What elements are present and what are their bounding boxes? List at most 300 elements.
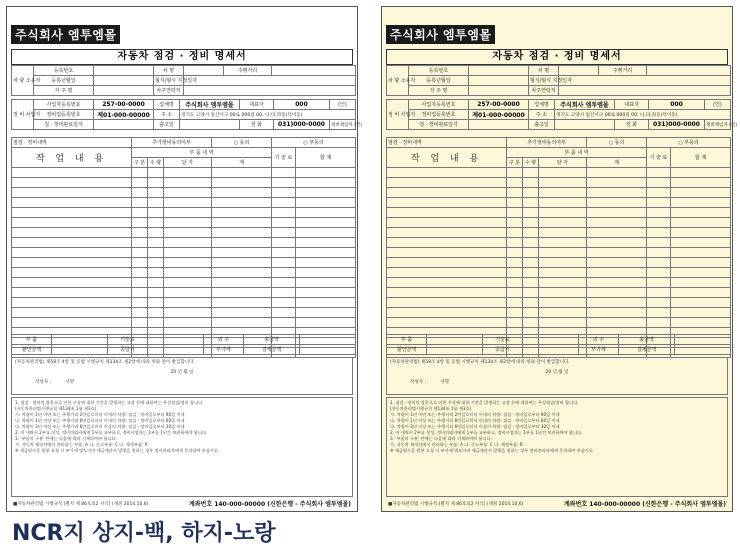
work-cell[interactable] <box>647 258 671 268</box>
work-cell[interactable] <box>296 198 356 208</box>
work-cell[interactable] <box>539 228 587 238</box>
work-cell[interactable] <box>647 288 671 298</box>
work-cell[interactable] <box>132 318 148 328</box>
work-cell[interactable] <box>212 308 272 318</box>
work-cell[interactable] <box>296 318 356 328</box>
work-cell[interactable] <box>387 178 507 188</box>
work-cell[interactable] <box>212 228 272 238</box>
reg-no-value[interactable] <box>94 66 154 76</box>
vat-value[interactable] <box>148 345 204 355</box>
work-cell[interactable] <box>587 258 647 268</box>
work-cell[interactable] <box>523 198 539 208</box>
work-cell[interactable] <box>164 298 212 308</box>
work-cell[interactable] <box>523 238 539 248</box>
work-cell[interactable] <box>148 268 164 278</box>
ceo-label: 대표자 <box>615 100 649 110</box>
work-cell[interactable] <box>212 278 272 288</box>
work-cell[interactable] <box>296 208 356 218</box>
work-cell[interactable] <box>272 168 296 178</box>
work-cell[interactable] <box>12 218 132 228</box>
inspect-date-value[interactable] <box>94 120 154 130</box>
work-cell[interactable] <box>539 318 587 328</box>
work-cell[interactable] <box>212 318 272 328</box>
footer-account: 계좌번호 140-000-00000 (신한은행 - 주식회사 엠투엠몰) <box>188 501 351 508</box>
work-cell[interactable] <box>587 208 647 218</box>
work-cell[interactable] <box>272 258 296 268</box>
work-cell[interactable] <box>523 188 539 198</box>
work-cell[interactable] <box>507 298 523 308</box>
work-cell[interactable] <box>587 288 647 298</box>
work-cell[interactable] <box>12 288 132 298</box>
footer-account: 계좌번호 140-000-00000 (신한은행 - 주식회사 엠투엠몰) <box>563 501 726 508</box>
work-cell[interactable] <box>212 188 272 198</box>
parts-total-value[interactable] <box>52 335 108 345</box>
work-cell[interactable] <box>507 238 523 248</box>
work-cell[interactable] <box>523 318 539 328</box>
work-cell[interactable] <box>212 258 272 268</box>
work-cell[interactable] <box>523 248 539 258</box>
vehicle-name-label: 차 명 <box>529 66 559 76</box>
work-cell[interactable] <box>539 178 587 188</box>
work-cell[interactable] <box>671 318 731 328</box>
work-row <box>12 258 356 268</box>
qty-header: 수 량 <box>148 158 164 168</box>
work-cell[interactable] <box>296 178 356 188</box>
owner-id-value[interactable] <box>184 86 356 96</box>
work-cell[interactable] <box>272 268 296 278</box>
work-cell[interactable] <box>132 218 148 228</box>
work-cell[interactable] <box>671 228 731 238</box>
vat-value[interactable] <box>523 345 579 355</box>
reg-no-label: 등록번호 <box>409 66 469 76</box>
work-cell[interactable] <box>539 198 587 208</box>
phone-label: 전 화 <box>615 120 649 130</box>
work-cell[interactable] <box>671 278 731 288</box>
work-cell[interactable] <box>296 168 356 178</box>
work-cell[interactable] <box>587 178 647 188</box>
work-cell[interactable] <box>148 188 164 198</box>
work-cell[interactable] <box>387 198 507 208</box>
work-cell[interactable] <box>132 308 148 318</box>
work-cell[interactable] <box>387 228 507 238</box>
work-cell[interactable] <box>523 288 539 298</box>
first-reg-label: 등록년월일 <box>34 76 94 86</box>
note-line: 나. 차령이 1년 이상 또는 주행거리 6만킬로미터 이내의 차량: 점검 · 정비일로부터 60일 이내 <box>15 418 185 423</box>
work-cell[interactable] <box>132 198 148 208</box>
work-cell[interactable] <box>272 198 296 208</box>
work-cell[interactable] <box>539 308 587 318</box>
work-cell[interactable] <box>387 308 507 318</box>
work-cell[interactable] <box>387 288 507 298</box>
work-cell[interactable] <box>148 278 164 288</box>
note-line: ※ 세금영수증 원본 요청 시 부가세 별도이며 세금계산서 발행을 원하는 경우 정비관리자에게 문의하여 주십시오. <box>390 448 595 453</box>
work-cell[interactable] <box>587 168 647 178</box>
work-cell[interactable] <box>272 178 296 188</box>
work-cell[interactable] <box>272 278 296 288</box>
work-cell[interactable] <box>12 268 132 278</box>
work-cell[interactable] <box>671 188 731 198</box>
work-cell[interactable] <box>164 278 212 288</box>
work-cell[interactable] <box>12 238 132 248</box>
first-reg-value[interactable] <box>469 76 529 86</box>
work-cell[interactable] <box>272 238 296 248</box>
work-cell[interactable] <box>296 218 356 228</box>
work-cell[interactable] <box>671 238 731 248</box>
first-reg-value[interactable] <box>94 76 154 86</box>
work-cell[interactable] <box>539 248 587 258</box>
labor-total-value[interactable] <box>523 335 579 345</box>
work-cell[interactable] <box>387 238 507 248</box>
work-cell[interactable] <box>507 198 523 208</box>
work-cell[interactable] <box>507 288 523 298</box>
work-cell[interactable] <box>587 248 647 258</box>
work-cell[interactable] <box>132 238 148 248</box>
work-cell[interactable] <box>272 288 296 298</box>
work-cell[interactable] <box>12 308 132 318</box>
work-cell[interactable] <box>132 208 148 218</box>
work-cell[interactable] <box>164 208 212 218</box>
work-cell[interactable] <box>507 208 523 218</box>
work-cell[interactable] <box>132 288 148 298</box>
work-cell[interactable] <box>587 238 647 248</box>
work-cell[interactable] <box>12 228 132 238</box>
work-cell[interactable] <box>212 168 272 178</box>
work-cell[interactable] <box>164 268 212 278</box>
work-cell[interactable] <box>671 218 731 228</box>
work-cell[interactable] <box>296 258 356 268</box>
biz-reg-value: 257-00-0000 <box>94 100 154 110</box>
work-cell[interactable] <box>647 228 671 238</box>
work-cell[interactable] <box>132 268 148 278</box>
work-cell[interactable] <box>387 218 507 228</box>
work-cell[interactable] <box>587 308 647 318</box>
work-cell[interactable] <box>132 278 148 288</box>
work-cell[interactable] <box>539 168 587 178</box>
work-cell[interactable] <box>387 268 507 278</box>
release-date-label: 출고일 <box>154 120 180 130</box>
work-cell[interactable] <box>132 258 148 268</box>
work-cell[interactable] <box>296 248 356 258</box>
disagree-option[interactable]: ○ 부동의 <box>647 138 731 148</box>
work-cell[interactable] <box>132 188 148 198</box>
note-line: 가. 자동차 제작사에서 관리하는 부품: A 나. 중고부품: C 다. 재생부품: R <box>390 442 523 447</box>
work-cell[interactable] <box>132 298 148 308</box>
inspect-date-label: 검 · 정비완료일자 <box>34 120 94 130</box>
work-cell[interactable] <box>164 188 212 198</box>
work-cell[interactable] <box>671 308 731 318</box>
work-cell[interactable] <box>387 258 507 268</box>
work-cell[interactable] <box>671 298 731 308</box>
inspect-date-label: 검 · 정비완료일자 <box>409 120 469 130</box>
work-row <box>387 238 731 248</box>
work-cell[interactable] <box>272 218 296 228</box>
work-cell[interactable] <box>272 228 296 238</box>
work-cell[interactable] <box>164 178 212 188</box>
work-cell[interactable] <box>647 198 671 208</box>
total-value[interactable] <box>300 335 356 345</box>
work-cell[interactable] <box>132 248 148 258</box>
work-cell[interactable] <box>539 258 587 268</box>
work-cell[interactable] <box>647 308 671 318</box>
work-cell[interactable] <box>272 188 296 198</box>
inspect-label: 점검 · 정비내역 <box>387 138 507 148</box>
work-cell[interactable] <box>12 198 132 208</box>
parts-total-value[interactable] <box>427 335 483 345</box>
work-cell[interactable] <box>164 168 212 178</box>
work-cell[interactable] <box>647 268 671 278</box>
work-cell[interactable] <box>523 208 539 218</box>
work-cell[interactable] <box>296 288 356 298</box>
vehicle-name-value[interactable] <box>559 66 599 76</box>
vehicle-name-label: 차 명 <box>154 66 184 76</box>
work-cell[interactable] <box>587 188 647 198</box>
form-top-copy-white <box>6 6 363 512</box>
work-cell[interactable] <box>507 248 523 258</box>
work-cell[interactable] <box>387 278 507 288</box>
work-cell[interactable] <box>148 298 164 308</box>
work-cell[interactable] <box>507 188 523 198</box>
work-cell[interactable] <box>296 268 356 278</box>
work-cell[interactable] <box>272 248 296 258</box>
work-cell[interactable] <box>523 218 539 228</box>
work-cell[interactable] <box>296 278 356 288</box>
work-cell[interactable] <box>507 308 523 318</box>
work-cell[interactable] <box>647 208 671 218</box>
seal-2: 정비책임자 (인) <box>330 120 356 130</box>
work-cell[interactable] <box>12 258 132 268</box>
work-cell[interactable] <box>12 188 132 198</box>
work-cell[interactable] <box>212 208 272 218</box>
work-cell[interactable] <box>507 218 523 228</box>
work-cell[interactable] <box>296 298 356 308</box>
shop-table <box>386 99 738 130</box>
owner-value[interactable] <box>94 86 154 96</box>
work-cell[interactable] <box>164 288 212 298</box>
work-cell[interactable] <box>148 258 164 268</box>
work-cell[interactable] <box>212 288 272 298</box>
notice-text: (자동차관리법) 제58조 4항 및 동법 시행규칙 제134조 제2항에 따라 위와 같이 발급합니다. <box>15 360 195 365</box>
work-cell[interactable] <box>647 278 671 288</box>
work-cell[interactable] <box>647 218 671 228</box>
work-cell[interactable] <box>272 318 296 328</box>
work-cell[interactable] <box>507 268 523 278</box>
work-cell[interactable] <box>523 228 539 238</box>
work-cell[interactable] <box>523 298 539 308</box>
work-cell[interactable] <box>671 248 731 258</box>
reg-no-value[interactable] <box>469 66 529 76</box>
agree-option[interactable]: ○ 동의 <box>212 138 272 148</box>
phone-label: 전 화 <box>240 120 274 130</box>
work-cell[interactable] <box>212 218 272 228</box>
total-header: 합 계 <box>671 148 731 168</box>
work-cell[interactable] <box>296 228 356 238</box>
vehicle-name-value[interactable] <box>184 66 224 76</box>
owner-id-value[interactable] <box>559 86 731 96</box>
inspect-date-value[interactable] <box>469 120 529 130</box>
owner-table <box>11 65 356 96</box>
work-cell[interactable] <box>539 288 587 298</box>
work-cell[interactable] <box>539 208 587 218</box>
work-cell[interactable] <box>12 298 132 308</box>
work-cell[interactable] <box>671 208 731 218</box>
release-date-value[interactable] <box>555 120 615 130</box>
company-tag: 주식회사 엠투엠몰 <box>11 25 120 44</box>
work-row <box>387 288 731 298</box>
work-cell[interactable] <box>387 318 507 328</box>
release-date-label: 출고일 <box>529 120 555 130</box>
work-cell[interactable] <box>212 178 272 188</box>
note-line: (자동차관리법시행규칙 제134조 1항 제3호) <box>390 406 472 411</box>
work-cell[interactable] <box>212 198 272 208</box>
work-cell[interactable] <box>539 238 587 248</box>
total-value[interactable] <box>675 335 731 345</box>
work-cell[interactable] <box>647 298 671 308</box>
work-cell[interactable] <box>539 188 587 198</box>
work-cell[interactable] <box>647 318 671 328</box>
work-cell[interactable] <box>296 308 356 318</box>
work-cell[interactable] <box>212 268 272 278</box>
work-cell[interactable] <box>164 308 212 318</box>
work-cell[interactable] <box>523 258 539 268</box>
work-cell[interactable] <box>296 188 356 198</box>
mileage-value[interactable] <box>272 66 356 76</box>
release-date-value[interactable] <box>180 120 240 130</box>
work-cell[interactable] <box>587 318 647 328</box>
work-cell[interactable] <box>387 188 507 198</box>
work-cell[interactable] <box>387 298 507 308</box>
work-cell[interactable] <box>647 238 671 248</box>
phone-value: 031)000-0000 <box>649 120 705 130</box>
agree-option[interactable]: ○ 동의 <box>587 138 647 148</box>
work-cell[interactable] <box>647 178 671 188</box>
work-cell[interactable] <box>148 208 164 218</box>
issue-notice <box>11 357 353 395</box>
work-cell[interactable] <box>671 178 731 188</box>
work-cell[interactable] <box>587 278 647 288</box>
final-value[interactable] <box>675 345 731 355</box>
work-cell[interactable] <box>296 238 356 248</box>
work-cell[interactable] <box>148 228 164 238</box>
work-cell[interactable] <box>523 308 539 318</box>
work-cell[interactable] <box>12 168 132 178</box>
work-cell[interactable] <box>387 208 507 218</box>
work-cell[interactable] <box>647 168 671 178</box>
work-cell[interactable] <box>539 218 587 228</box>
disagree-option[interactable]: ○ 부동의 <box>272 138 356 148</box>
work-cell[interactable] <box>671 198 731 208</box>
work-cell[interactable] <box>523 178 539 188</box>
mileage-value[interactable] <box>647 66 731 76</box>
totals-table <box>386 334 731 355</box>
work-cell[interactable] <box>507 228 523 238</box>
work-cell[interactable] <box>132 168 148 178</box>
model-year-value[interactable] <box>559 76 731 86</box>
work-cell[interactable] <box>387 248 507 258</box>
labor-total-label: 기술료 <box>108 335 148 345</box>
work-cell[interactable] <box>212 248 272 258</box>
model-year-value[interactable] <box>184 76 356 86</box>
work-cell[interactable] <box>164 318 212 328</box>
work-cell[interactable] <box>148 198 164 208</box>
discount-value[interactable] <box>427 345 483 355</box>
work-cell[interactable] <box>132 228 148 238</box>
work-cell[interactable] <box>587 268 647 278</box>
work-cell[interactable] <box>671 268 731 278</box>
work-cell[interactable] <box>164 228 212 238</box>
work-cell[interactable] <box>587 218 647 228</box>
work-cell[interactable] <box>671 288 731 298</box>
writer-line: 작성자 : 서명 <box>410 380 450 385</box>
work-cell[interactable] <box>148 288 164 298</box>
work-cell[interactable] <box>587 198 647 208</box>
work-cell[interactable] <box>164 198 212 208</box>
work-cell[interactable] <box>539 278 587 288</box>
work-cell[interactable] <box>539 298 587 308</box>
work-cell[interactable] <box>12 208 132 218</box>
work-cell[interactable] <box>587 228 647 238</box>
work-cell[interactable] <box>523 278 539 288</box>
vat-label: 공급가 <box>108 345 148 355</box>
work-cell[interactable] <box>507 178 523 188</box>
work-cell[interactable] <box>647 188 671 198</box>
work-cell[interactable] <box>523 168 539 178</box>
work-cell[interactable] <box>148 248 164 258</box>
work-cell[interactable] <box>132 178 148 188</box>
work-cell[interactable] <box>671 258 731 268</box>
mileage-label: 주행거리 <box>599 66 647 76</box>
work-cell[interactable] <box>507 258 523 268</box>
work-cell[interactable] <box>12 318 132 328</box>
work-cell[interactable] <box>539 268 587 278</box>
work-cell[interactable] <box>272 298 296 308</box>
work-cell[interactable] <box>164 238 212 248</box>
work-cell[interactable] <box>148 318 164 328</box>
labor-total-value[interactable] <box>148 335 204 345</box>
work-cell[interactable] <box>272 208 296 218</box>
owner-value[interactable] <box>469 86 529 96</box>
work-cell[interactable] <box>12 178 132 188</box>
work-cell[interactable] <box>12 278 132 288</box>
work-cell[interactable] <box>523 268 539 278</box>
work-cell[interactable] <box>507 168 523 178</box>
work-row <box>387 178 731 188</box>
work-cell[interactable] <box>148 218 164 228</box>
work-row <box>387 278 731 288</box>
work-cell[interactable] <box>671 168 731 178</box>
work-cell[interactable] <box>148 308 164 318</box>
discount-value[interactable] <box>52 345 108 355</box>
work-cell[interactable] <box>272 308 296 318</box>
work-cell[interactable] <box>164 258 212 268</box>
work-cell[interactable] <box>164 248 212 258</box>
work-cell[interactable] <box>387 168 507 178</box>
work-cell[interactable] <box>148 178 164 188</box>
note-line: ※ 세금영수증 원본 요청 시 부가세 별도이며 세금계산서 발행을 원하는 경우 정비관리자에게 문의하여 주십시오. <box>15 448 220 453</box>
work-cell[interactable] <box>507 278 523 288</box>
work-cell[interactable] <box>647 248 671 258</box>
work-cell[interactable] <box>212 298 272 308</box>
final-value[interactable] <box>300 345 356 355</box>
work-cell[interactable] <box>164 218 212 228</box>
work-cell[interactable] <box>587 298 647 308</box>
seal-2: 정비책임자 (인) <box>705 120 731 130</box>
work-cell[interactable] <box>12 248 132 258</box>
work-cell[interactable] <box>212 238 272 248</box>
work-items-header: 작 업 내 용 <box>387 148 507 168</box>
work-cell[interactable] <box>148 238 164 248</box>
work-cell[interactable] <box>148 168 164 178</box>
work-cell[interactable] <box>507 318 523 328</box>
